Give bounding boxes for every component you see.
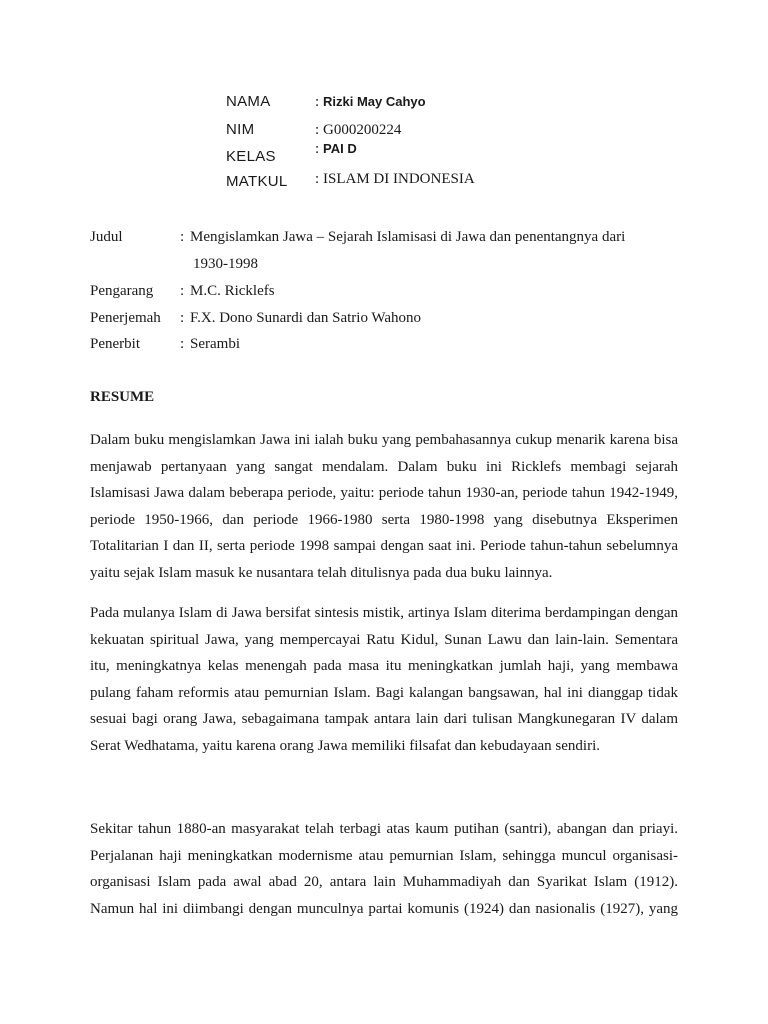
pengarang-label: Pengarang <box>90 283 154 299</box>
nim-colon: : <box>315 122 320 138</box>
matkul-value: ISLAM DI INDONESIA <box>323 171 475 187</box>
nama-label: NAMA <box>226 93 271 110</box>
kelas-value: PAI D <box>323 141 357 156</box>
nama-value: Rizki May Cahyo <box>323 94 426 109</box>
penerjemah-label: Penerjemah <box>90 310 161 326</box>
nama-colon: : <box>315 94 320 110</box>
identity-row-matkul <box>226 167 546 191</box>
resume-heading: RESUME <box>90 389 155 405</box>
identity-row-kelas <box>226 143 546 167</box>
judul-label: Judul <box>90 229 123 245</box>
judul-value: Mengislamkan Jawa – Sejarah Islamisasi di Jawa dan penentangnya dari <box>190 229 626 245</box>
kelas-colon: : <box>315 141 320 157</box>
info-row-penerjemah <box>90 306 690 330</box>
penerbit-colon: : <box>180 336 185 352</box>
penerjemah-colon: : <box>180 310 185 326</box>
info-row-pengarang <box>90 279 690 303</box>
matkul-colon: : <box>315 171 320 187</box>
penerbit-value: Serambi <box>190 336 240 352</box>
resume-paragraph-2: Pada mulanya Islam di Jawa bersifat sintesis mistik, artinya Islam diterima berdampingan dengan kekuatan spiritual Jawa, yang mempercayai Ratu Kidul, Sunan Lawu dan lain-lain. Sementara itu, meningkatnya kelas menengah pada masa itu meningkatkan jumlah haji, yang membawa pulang faham reformis atau pemurnian Islam. Bagi kalangan bangsawan, hal ini dianggap tidak sesuai bagi orang Jawa, sebagaimana tampak antara lain dari tulisan Mangkunegaran IV dalam Serat Wedhatama, yaitu karena orang Jawa memiliki filsafat dan kebudayaan sendiri. <box>90 605 678 754</box>
nim-label: NIM <box>226 121 255 138</box>
matkul-label: MATKUL <box>226 173 288 190</box>
kelas-label: KELAS <box>226 148 276 165</box>
identity-row-nim <box>226 118 546 142</box>
resume-paragraph-1: Dalam buku mengislamkan Jawa ini ialah buku yang pembahasannya cukup menarik karena bisa menjawab pertanyaan yang sangat mendalam. Dalam buku ini Ricklefs membagi sejarah Islamisasi Jawa dalam beberapa periode, yaitu: periode tahun 1930-an, periode tahun 1942-1949, periode 1950-1966, dan periode 1966-1980 serta 1980-1998 yang disebutnya Eksperimen Totalitarian I dan II, serta periode 1998 sampai dengan saat ini. Periode tahun-tahun sebelumnya yaitu sejak Islam masuk ke nusantara telah ditulisnya pada dua buku lainnya. <box>90 432 678 581</box>
penerbit-label: Penerbit <box>90 336 140 352</box>
nim-value: G000200224 <box>323 122 402 138</box>
judul-colon: : <box>180 229 185 245</box>
pengarang-colon: : <box>180 283 185 299</box>
identity-row-nama <box>226 90 546 114</box>
resume-paragraph-3: Sekitar tahun 1880-an masyarakat telah terbagi atas kaum putihan (santri), abangan dan priayi. Perjalanan haji meningkatkan modernisme atau pemurnian Islam, sehingga muncul organisasi-organisasi Islam pada awal abad 20, antara lain Muhammadiyah dan Syarikat Islam (1912). Namun hal ini diimbangi dengan munculnya partai komunis (1924) dan nasionalis (1927), yang <box>90 821 678 917</box>
judul-value-continued: 1930-1998 <box>193 256 258 272</box>
penerjemah-value: F.X. Dono Sunardi dan Satrio Wahono <box>190 310 422 326</box>
info-row-judul <box>90 225 690 249</box>
pengarang-value: M.C. Ricklefs <box>190 283 275 299</box>
info-row-penerbit <box>90 332 690 356</box>
